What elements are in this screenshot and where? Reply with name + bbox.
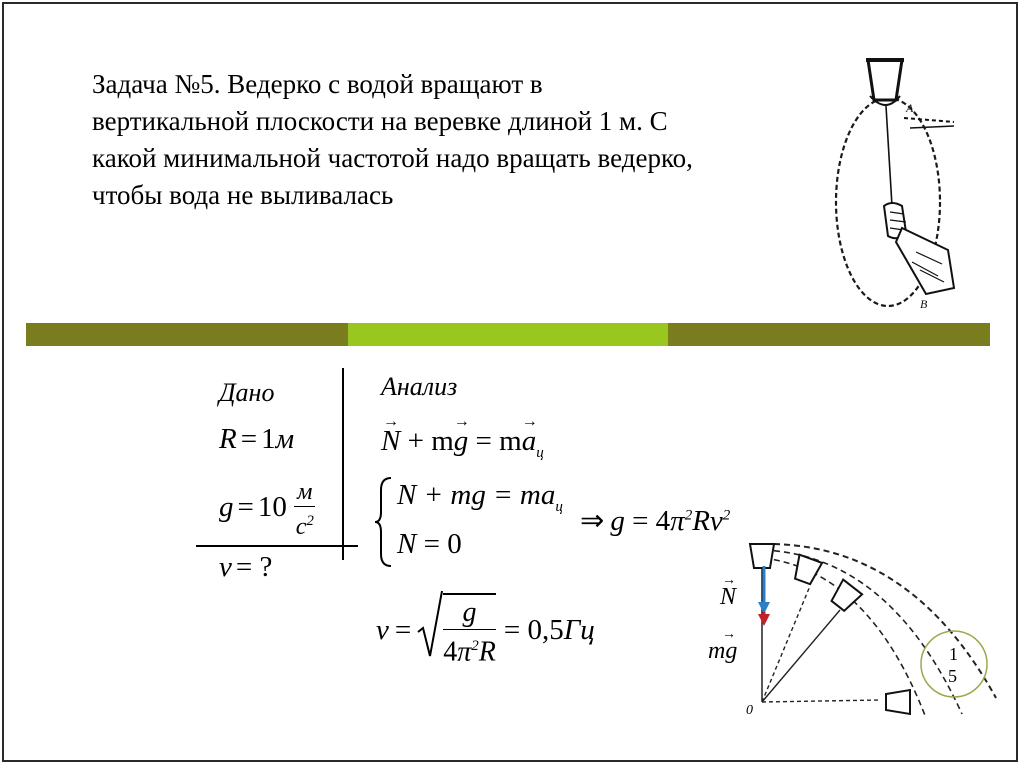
- eq1-equals-m: = m: [468, 425, 522, 457]
- relation-nu-exp: 2: [722, 507, 731, 524]
- relation-r: R: [692, 505, 710, 537]
- radius-unit: м: [275, 423, 295, 455]
- final-nu: ν: [376, 614, 389, 647]
- system-brace: [373, 476, 395, 568]
- problem-line-1: Задача №5. Ведерко с водой вращают в: [92, 69, 543, 99]
- given-horizontal-line: [196, 545, 358, 547]
- derived-relation: [580, 503, 730, 538]
- final-result: = 0,5: [503, 614, 564, 647]
- problem-statement: [92, 66, 862, 214]
- relation-eq: = 4: [624, 505, 671, 537]
- gravity-vector: g: [453, 425, 469, 457]
- acceleration-vector: a: [521, 425, 537, 457]
- gravity-unit-denominator: $с^2$: [295, 513, 314, 540]
- relation-g: g: [610, 505, 625, 537]
- force-diagram: [700, 536, 1000, 722]
- divider-band-right: [668, 323, 990, 346]
- mg-vector-label: mg: [708, 638, 738, 664]
- sqrt-numerator: g: [443, 597, 496, 630]
- system-line-2: [397, 528, 462, 561]
- radius-eq: =: [240, 423, 258, 455]
- svg-text:→: →: [722, 573, 736, 588]
- problem-line-3: какой минимальной частотой надо вращать ведерко,: [92, 143, 693, 173]
- divider-band-left: [26, 323, 348, 346]
- system-line-1: [397, 479, 563, 516]
- final-formula: [376, 593, 595, 668]
- badge-bottom-digit: 5: [948, 666, 957, 686]
- svg-text:→: →: [722, 627, 736, 642]
- bucket-rotation-illustration: [820, 56, 960, 318]
- origin-label: 0: [746, 703, 753, 718]
- divider-band-middle: [348, 323, 668, 346]
- gravity-eq: =: [237, 491, 254, 524]
- relation-pi-exp: 2: [684, 507, 693, 524]
- system-eq-2-n: N: [397, 528, 417, 560]
- implies-arrow: ⇒: [580, 505, 605, 537]
- sqrt-sign: [417, 596, 443, 666]
- frequency-unknown: = ?: [235, 551, 273, 583]
- system-eq-2-rhs: = 0: [416, 528, 462, 560]
- gravity-unit: [294, 478, 315, 541]
- given-vertical-line: [342, 368, 344, 560]
- system-eq-1-subscript: ц: [555, 498, 563, 515]
- eq1-plus-m: + m: [400, 425, 454, 457]
- problem-line-2: вертикальной плоскости на веревке длиной 1 м. С: [92, 106, 668, 136]
- gravity-value: 10: [257, 491, 287, 524]
- relation-pi: π: [670, 505, 685, 537]
- gravity-symbol: g: [219, 491, 234, 524]
- problem-line-4: чтобы вода не выливалась: [92, 180, 394, 210]
- given-heading: Дано: [219, 378, 275, 407]
- sqrt-denominator: $4\pi^2R$: [443, 636, 496, 668]
- n-vector-label: N: [720, 584, 737, 610]
- final-unit: Гц: [563, 614, 595, 647]
- point-a-label: А: [906, 101, 914, 115]
- analysis-heading: Анализ: [381, 372, 458, 401]
- normal-force-vector: N: [381, 425, 401, 457]
- sqrt-fraction: [443, 593, 496, 668]
- newton-vector-equation: → N + m → g = m → $a_ц$: [381, 413, 544, 461]
- gravity-unit-numerator: м: [294, 478, 315, 507]
- given-find: [219, 551, 272, 584]
- given-gravity: [219, 478, 315, 541]
- frequency-symbol: ν: [219, 551, 232, 583]
- radius-value: 1: [261, 423, 276, 455]
- relation-nu: ν: [709, 505, 723, 537]
- eq1-subscript: ц: [536, 444, 544, 461]
- given-radius: [219, 423, 294, 456]
- final-eq: =: [394, 614, 412, 647]
- system-eq-1: N + mg = ma: [397, 479, 556, 511]
- radius-symbol: R: [219, 423, 237, 455]
- point-b-label: В: [920, 297, 928, 311]
- badge-top-digit: 1: [949, 644, 958, 664]
